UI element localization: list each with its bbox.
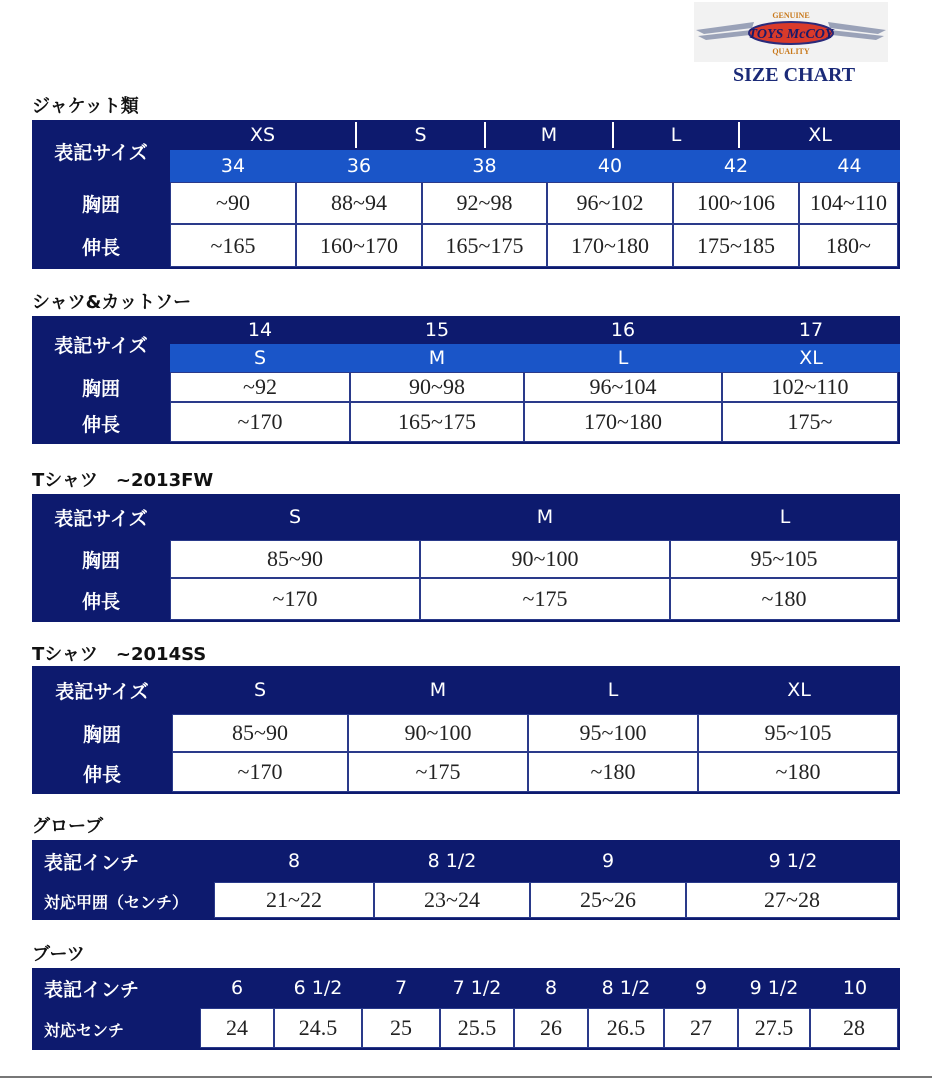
boots-inch: 9 (694, 977, 708, 999)
shirt-chest-value: 96~104 (524, 372, 722, 402)
shirt-chest-label: 胸囲 (81, 377, 120, 400)
tshirt2014-height-value: ~180 (698, 752, 898, 792)
shirt-size-label: 表記サイズ (54, 334, 148, 357)
jacket-chest-value: 88~94 (296, 182, 422, 224)
shirt-letter-size: M (350, 344, 524, 372)
tshirt2013-size: M (536, 506, 554, 528)
jacket-height-value: 165~175 (422, 224, 547, 267)
jacket-chest-value: 100~106 (673, 182, 799, 224)
jacket-letter-size: M (540, 124, 558, 146)
jacket-height-value: 175~185 (673, 224, 799, 267)
tshirt2013-height-value: ~180 (670, 578, 898, 620)
jacket-height-label: 伸長 (81, 237, 120, 259)
tshirt2013-size: L (779, 506, 791, 528)
jacket-letter-size: L (670, 124, 682, 146)
boots-cm-value: 25.5 (440, 1008, 514, 1048)
jacket-num-size: 40 (547, 150, 673, 182)
boots-section-title: ブーツ (32, 944, 85, 965)
jacket-chest-label: 胸囲 (81, 193, 120, 216)
jacket-chest-value: 92~98 (422, 182, 547, 224)
tshirt2013-height-label: 伸長 (81, 590, 120, 613)
tshirt2014-chest-value: 85~90 (172, 714, 348, 752)
shirt-num-size: 17 (798, 319, 824, 341)
jacket-letter-size: S (414, 124, 427, 146)
tshirt2014-table (32, 666, 900, 794)
jacket-height-value: 170~180 (547, 224, 673, 267)
jacket-section-title: ジャケット類 (32, 96, 139, 117)
tshirt2014-size: L (607, 679, 619, 701)
jacket-letter-size: XS (249, 124, 276, 146)
boots-inch: 8 (544, 977, 558, 999)
tshirt2014-size: XL (787, 679, 811, 701)
tshirt2014-size-label: 表記サイズ (55, 680, 149, 703)
jacket-num-size: 42 (673, 150, 799, 182)
tshirt2014-height-value: ~170 (172, 752, 348, 792)
boots-inch: 7 1/2 (452, 977, 502, 999)
bottom-divider (0, 1076, 932, 1078)
glove-inch-label: 表記インチ (44, 851, 140, 874)
boots-inch: 8 1/2 (601, 977, 651, 999)
glove-cm-value: 27~28 (686, 882, 898, 918)
boots-cm-value: 25 (362, 1008, 440, 1048)
glove-cm-label: 対応甲囲（センチ） (44, 892, 189, 912)
tshirt2013-chest-value: 95~105 (670, 540, 898, 578)
shirt-section-title: シャツ&カットソー (32, 292, 192, 313)
boots-inch-label: 表記インチ (44, 978, 140, 1001)
size-chart-title: SIZE CHART (733, 64, 856, 86)
boots-cm-value: 24 (200, 1008, 274, 1048)
glove-inch: 8 1/2 (427, 850, 477, 872)
jacket-num-size: 36 (296, 150, 422, 182)
logo-bottom-text: QUALITY (772, 47, 810, 56)
glove-cm-value: 23~24 (374, 882, 530, 918)
shirt-height-value: 165~175 (350, 402, 524, 442)
jacket-num-size: 38 (422, 150, 547, 182)
tshirt2013-size-label: 表記サイズ (54, 507, 148, 530)
boots-inch: 6 (230, 977, 244, 999)
boots-cm-value: 26.5 (588, 1008, 664, 1048)
glove-inch: 9 1/2 (768, 850, 818, 872)
tshirt2014-chest-value: 95~100 (528, 714, 698, 752)
boots-cm-value: 26 (514, 1008, 588, 1048)
logo-top-text: GENUINE (772, 11, 810, 20)
tshirt2014-chest-value: 90~100 (348, 714, 528, 752)
boots-inch: 9 1/2 (749, 977, 799, 999)
jacket-size-label: 表記サイズ (54, 141, 148, 164)
shirt-num-size: 15 (424, 319, 450, 341)
jacket-table (32, 120, 900, 269)
shirt-chest-value: ~92 (170, 372, 350, 402)
shirt-height-label: 伸長 (81, 413, 120, 436)
boots-inch: 7 (394, 977, 408, 999)
shirt-table (32, 316, 900, 444)
glove-inch: 8 (287, 850, 301, 872)
tshirt2013-chest-label: 胸囲 (81, 549, 120, 572)
tshirt2014-section-title: Tシャツ ~2014SS (32, 644, 207, 665)
boots-inch: 6 1/2 (293, 977, 343, 999)
jacket-chest-value: ~90 (170, 182, 296, 224)
shirt-height-value: ~170 (170, 402, 350, 442)
boots-cm-value: 24.5 (274, 1008, 362, 1048)
shirt-letter-size: S (170, 344, 350, 372)
tshirt2013-chest-value: 90~100 (420, 540, 670, 578)
jacket-chest-value: 104~110 (799, 182, 898, 224)
glove-table (32, 840, 900, 920)
logo-brand-text: TOYS McCOY (748, 27, 834, 42)
tshirt2013-height-value: ~175 (420, 578, 670, 620)
tshirt2013-size: S (288, 506, 302, 528)
tshirt2013-chest-value: 85~90 (170, 540, 420, 578)
shirt-letter-size: L (524, 344, 722, 372)
tshirt2014-height-value: ~180 (528, 752, 698, 792)
tshirt2014-size: M (429, 679, 447, 701)
tshirt2014-height-label: 伸長 (82, 763, 121, 786)
jacket-num-size: 44 (799, 150, 900, 182)
jacket-num-size: 34 (170, 150, 296, 182)
tshirt2014-height-value: ~175 (348, 752, 528, 792)
tshirt2014-chest-value: 95~105 (698, 714, 898, 752)
tshirt2013-section-title: Tシャツ ~2013FW (32, 470, 214, 491)
glove-cm-value: 25~26 (530, 882, 686, 918)
glove-inch: 9 (601, 850, 615, 872)
shirt-num-size: 16 (610, 319, 636, 341)
glove-section-title: グローブ (32, 816, 104, 837)
shirt-letter-size: XL (722, 344, 900, 372)
shirt-chest-value: 90~98 (350, 372, 524, 402)
boots-cm-label: 対応センチ (44, 1020, 125, 1040)
toys-mccoy-logo (694, 2, 888, 62)
boots-cm-value: 27.5 (738, 1008, 810, 1048)
jacket-letter-size: XL (808, 124, 832, 146)
shirt-chest-value: 102~110 (722, 372, 898, 402)
jacket-height-value: 180~ (799, 224, 898, 267)
shirt-height-value: 175~ (722, 402, 898, 442)
boots-cm-value: 27 (664, 1008, 738, 1048)
jacket-chest-value: 96~102 (547, 182, 673, 224)
tshirt2013-table (32, 494, 900, 622)
shirt-height-value: 170~180 (524, 402, 722, 442)
shirt-num-size: 14 (247, 319, 273, 341)
boots-table (32, 968, 900, 1050)
tshirt2013-height-value: ~170 (170, 578, 420, 620)
jacket-height-value: ~165 (170, 224, 296, 267)
tshirt2014-chest-label: 胸囲 (82, 723, 121, 746)
tshirt2014-size: S (253, 679, 267, 701)
boots-cm-value: 28 (810, 1008, 898, 1048)
glove-cm-value: 21~22 (214, 882, 374, 918)
boots-inch: 10 (842, 977, 868, 999)
jacket-height-value: 160~170 (296, 224, 422, 267)
